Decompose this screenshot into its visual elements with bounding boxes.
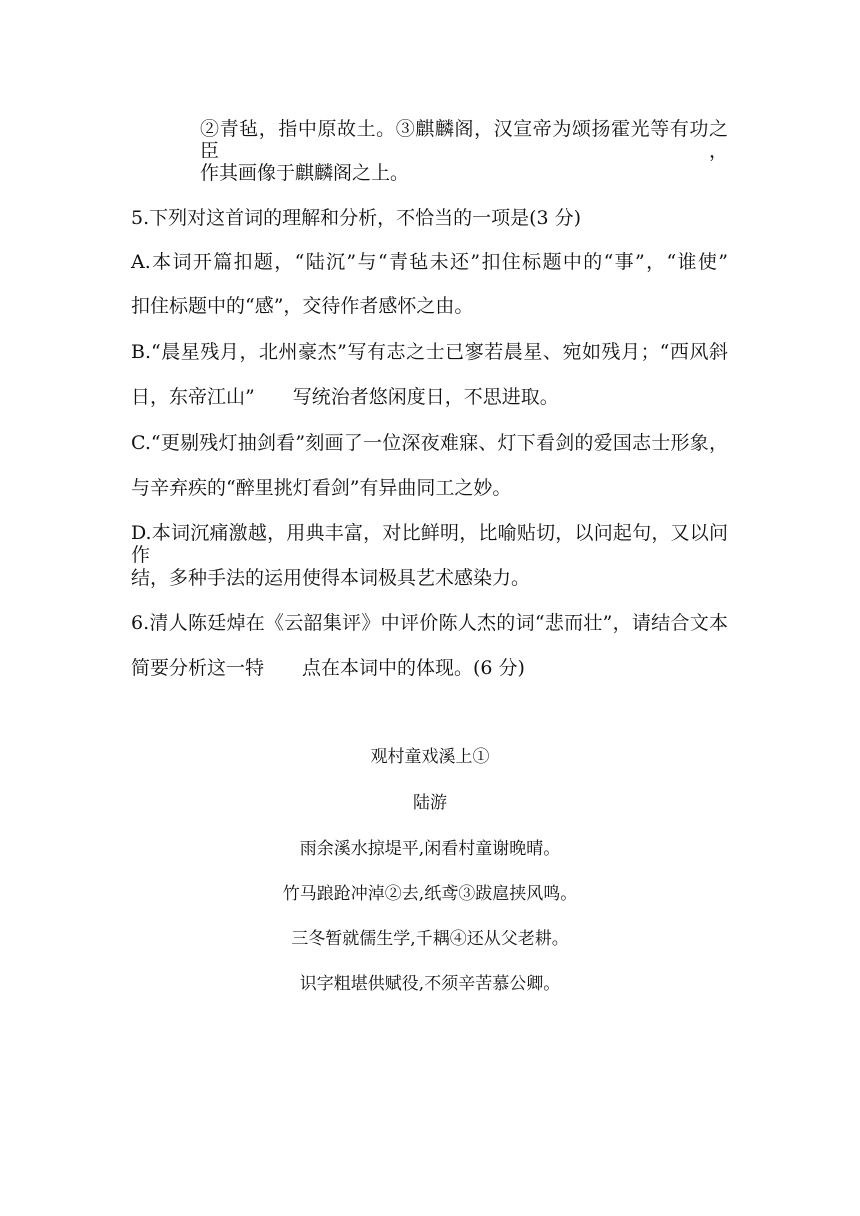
- note-line-2: 作其画像于麒麟阁之上。: [200, 162, 410, 184]
- option-b-line-1: B.“晨星残月，北州豪杰”写有志之士已寥若晨星、宛如残月；“西风斜: [131, 341, 728, 363]
- poem-line-4: 识字粗堪供赋役,不须辛苦慕公卿。: [299, 974, 561, 994]
- note-line-1: ②青毡，指中原故土。③麒麟阁，汉宣帝为颂扬霍光等有功之臣，: [200, 118, 728, 162]
- option-c-line-2: 与辛弃疾的“醉里挑灯看剑”有异曲同工之妙。: [131, 477, 512, 499]
- poem-title: 观村童戏溪上①: [370, 747, 490, 767]
- option-a-line-2: 扣住标题中的“感”，交待作者感怀之由。: [131, 295, 474, 317]
- option-b-line-2: 日，东帝江山” 写统治者悠闲度日，不思进取。: [131, 386, 559, 408]
- question-6-line-2: 简要分析这一特 点在本词中的体现。(6 分): [131, 657, 525, 679]
- option-d-line-1: D.本词沉痛激越，用典丰富，对比鲜明，比喻贴切，以问起句，又以问作: [131, 522, 728, 566]
- poem-line-1: 雨余溪水掠堤平,闲看村童谢晚晴。: [299, 839, 561, 859]
- option-d-line-2: 结，多种手法的运用使得本词极具艺术感染力。: [131, 567, 531, 589]
- poem-line-3: 三冬暂就儒生学,千耦④还从父老耕。: [291, 929, 569, 949]
- question-5-stem: 5.下列对这首词的理解和分析，不恰当的一项是(3 分): [131, 207, 582, 229]
- poem-author: 陆游: [413, 793, 447, 813]
- poem-line-2: 竹马踉跄冲淖②去,纸鸢③跋扈挟风鸣。: [282, 884, 578, 904]
- question-6-line-1: 6.清人陈廷焯在《云韶集评》中评价陈人杰的词“悲而壮”，请结合文本: [131, 612, 728, 634]
- option-a-line-1: A.本词开篇扣题，“陆沉”与“青毡未还”扣住标题中的“事”，“谁使”: [131, 251, 728, 273]
- option-c-line-1: C.“更剔残灯抽剑看”刻画了一位深夜难寐、灯下看剑的爱国志士形象，: [131, 432, 728, 454]
